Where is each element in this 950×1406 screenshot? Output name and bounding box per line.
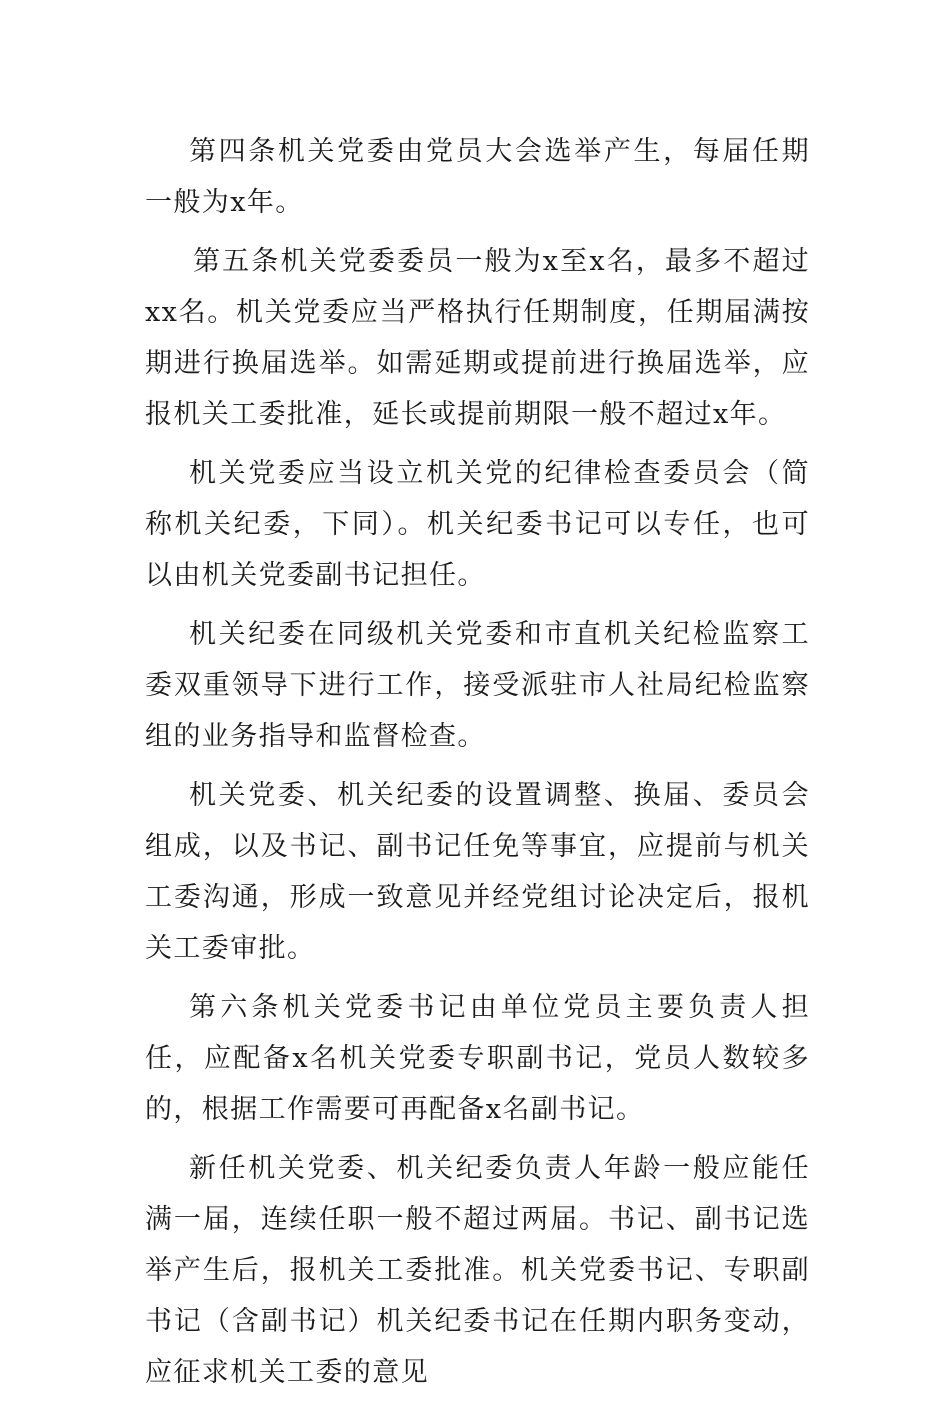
paragraph-term-limits: 新任机关党委、机关纪委负责人年龄一般应能任满一届，连续任职一般不超过两届。书记、副书记选举产生后，报机关工委批准。机关党委书记、专职副书记（含副书记）机关纪委书记在任期内职务变动，应征求机关工委的意见 (145, 1153, 810, 1388)
paragraph-discipline-committee: 机关党委应当设立机关党的纪律检查委员会（简称机关纪委，下同）。机关纪委书记可以专任，也可以由机关党委副书记担任。 (145, 458, 810, 591)
paragraph-dual-leadership: 机关纪委在同级机关党委和市直机关纪检监察工委双重领导下进行工作，接受派驻市人社局纪检监察组的业务指导和监督检查。 (145, 619, 810, 752)
paragraph-article-4: 第四条机关党委由党员大会选举产生，每届任期一般为x年。 (145, 136, 810, 218)
paragraph-adjustment-approval: 机关党委、机关纪委的设置调整、换届、委员会组成，以及书记、副书记任免等事宜，应提前与机关工委沟通，形成一致意见并经党组讨论决定后，报机关工委审批。 (145, 780, 810, 964)
paragraph-article-6: 第六条机关党委书记由单位党员主要负责人担任，应配备x名机关党委专职副书记，党员人数较多的，根据工作需要可再配备x名副书记。 (145, 992, 810, 1125)
document-body (145, 126, 810, 1406)
paragraph-article-5: 第五条机关党委委员一般为x至x名，最多不超过xx名。机关党委应当严格执行任期制度，任期届满按期进行换届选举。如需延期或提前进行换届选举，应报机关工委批准，延长或提前期限一般不超过x年。 (145, 246, 810, 430)
